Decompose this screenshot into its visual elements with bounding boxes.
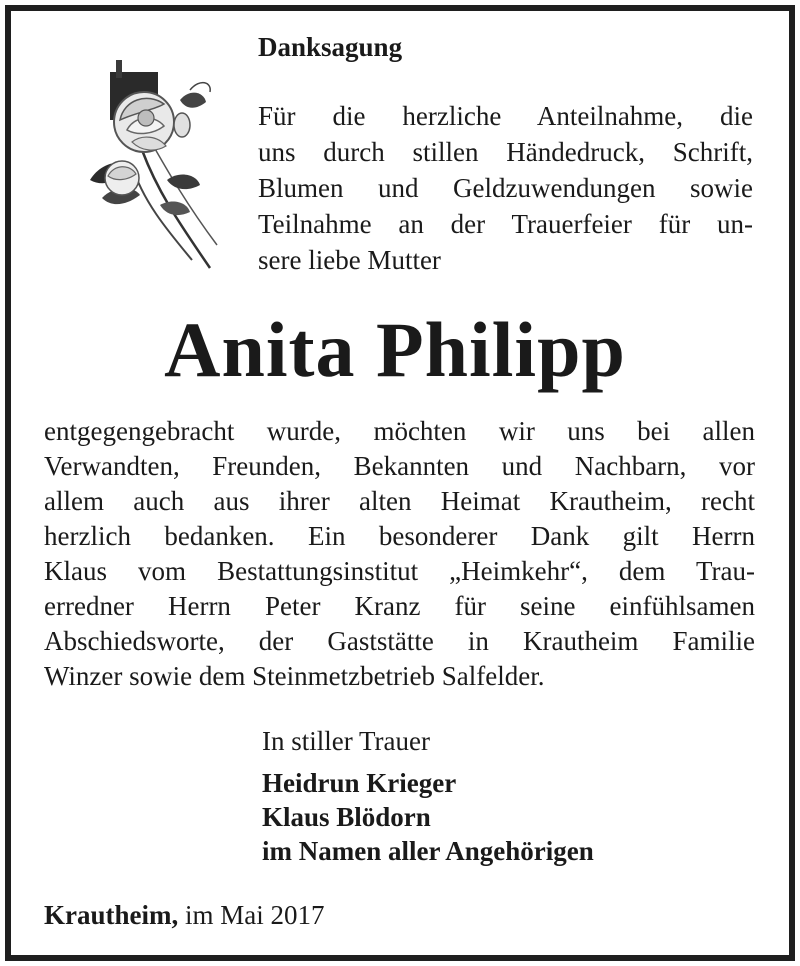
intro-line: Teilnahme an der Trauerfeier für un- xyxy=(258,209,753,239)
body-line: allem auch aus ihrer alten Heimat Krautheim, recht xyxy=(44,486,755,516)
intro-line: Blumen und Geldzuwendungen sowie xyxy=(258,173,753,203)
signer-name: Klaus Blödorn xyxy=(262,802,431,832)
body-line: herzlich bedanken. Ein besonderer Dank gilt Herrn xyxy=(44,521,755,551)
notice-title: Danksagung xyxy=(258,32,403,62)
body-line: Klaus vom Bestattungsinstitut „Heimkehr“, dem Trau- xyxy=(44,556,755,586)
body-line: entgegengebracht wurde, möchten wir uns bei allen xyxy=(44,416,755,446)
deceased-name: Anita Philipp xyxy=(164,306,626,393)
rose-icon xyxy=(72,30,222,275)
signer-name: im Namen aller Angehörigen xyxy=(262,836,594,866)
signer-name: Heidrun Krieger xyxy=(262,768,457,798)
intro-line: sere liebe Mutter xyxy=(258,245,441,275)
body-line: Winzer sowie dem Steinmetzbetrieb Salfelder. xyxy=(44,661,545,691)
intro-paragraph xyxy=(258,98,753,278)
body-paragraph xyxy=(44,414,755,694)
intro-line: Für die herzliche Anteilnahme, die xyxy=(258,101,753,131)
place-date xyxy=(44,898,325,932)
notice-date: im Mai 2017 xyxy=(185,900,325,930)
mourning-line: In stiller Trauer xyxy=(262,726,430,756)
body-line: Verwandten, Freunden, Bekannten und Nachbarn, vor xyxy=(44,451,755,481)
signers xyxy=(262,766,594,868)
intro-line: uns durch stillen Händedruck, Schrift, xyxy=(258,137,753,167)
body-line: Abschiedsworte, der Gaststätte in Krautheim Familie xyxy=(44,626,755,656)
place-name: Krautheim, xyxy=(44,900,179,930)
body-line: erredner Herrn Peter Kranz für seine einfühlsamen xyxy=(44,591,755,621)
